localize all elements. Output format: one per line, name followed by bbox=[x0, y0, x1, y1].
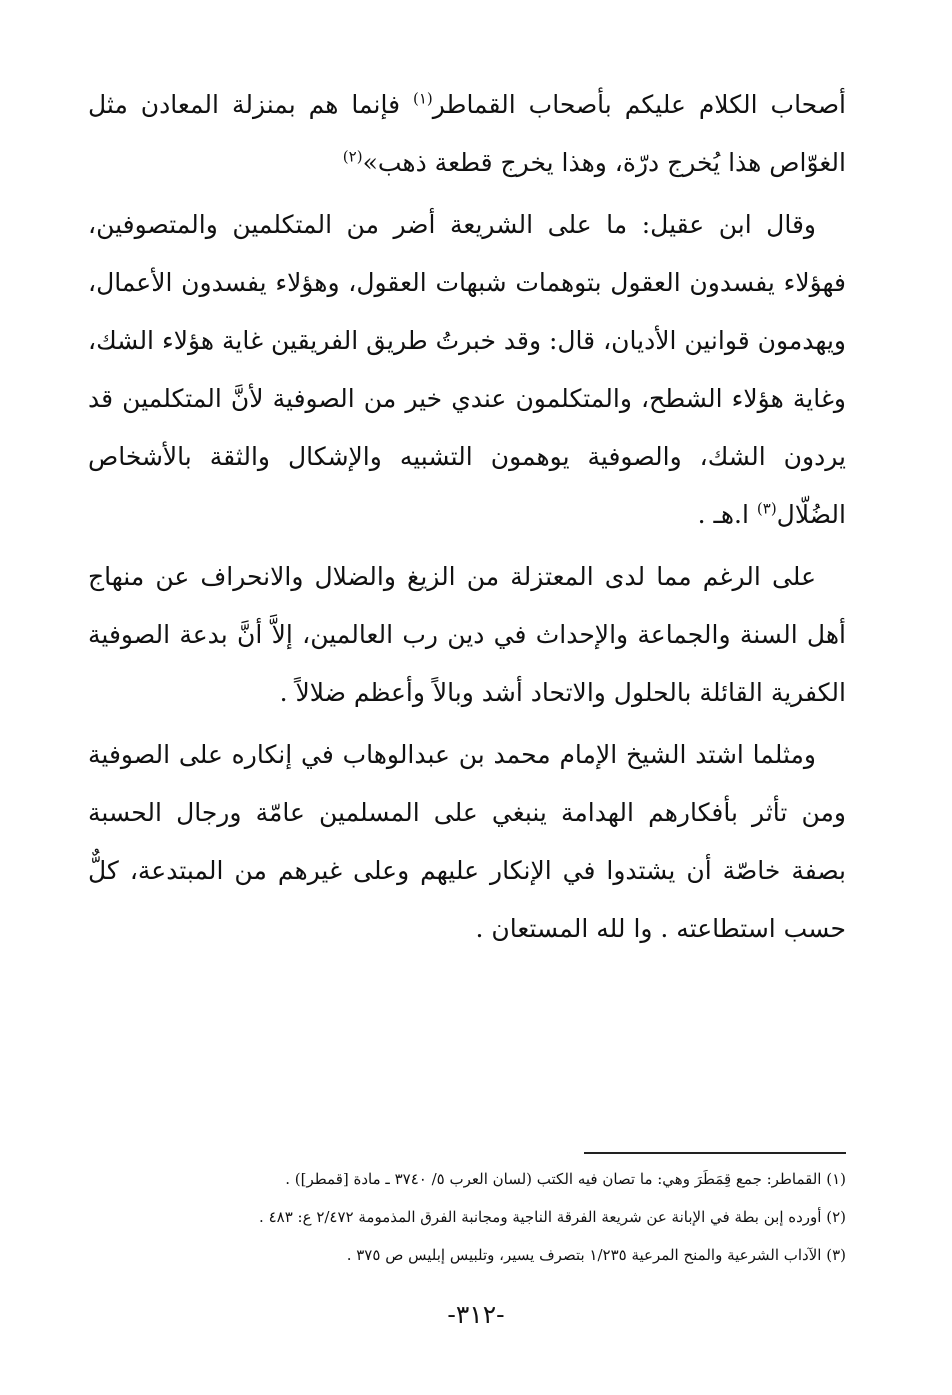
footnote: (١) القماطر: جمع قِمَطَرَ وهي: ما تصان فيه الكتب (لسان العرب ٥/ ٣٧٤٠ ـ مادة [قمطر]) . bbox=[285, 1170, 846, 1188]
paragraph-text: ا.هـ . bbox=[697, 500, 757, 529]
paragraph bbox=[88, 196, 846, 544]
footnote: (٢) أورده إبن بطة في الإبانة عن شريعة الفرقة الناجية ومجانبة الفرق المذمومة ٢/٤٧٢ ع: ٤٨٣ . bbox=[259, 1208, 846, 1226]
paragraph-text: ومثلما اشتد الشيخ الإمام محمد بن عبدالوهاب في إنكاره على الصوفية ومن تأثر بأفكارهم الهدامة ينبغي على المسلمين عامّة ورجال الحسبة بصفة خاصّة أن يشتدوا في الإنكار عليهم وعلى غيرهم من المبتدعة، كلٌّ حسب استطاعته . وا لله المستعان . bbox=[88, 740, 847, 943]
paragraph-text: على الرغم مما لدى المعتزلة من الزيغ والضلال والانحراف عن منهاج أهل السنة والجماعة والإحداث في دين رب العالمين، إلاَّ أنَّ بدعة الصوفية الكفرية القائلة بالحلول والاتحاد أشد وبالاً وأعظم ضلالاً . bbox=[88, 562, 846, 707]
paragraph bbox=[88, 548, 846, 722]
paragraph bbox=[88, 76, 846, 192]
footnote-marker: (٣) bbox=[756, 499, 777, 518]
footnote: (٣) الآداب الشرعية والمنح المرعية ١/٢٣٥ بتصرف يسير، وتلبيس إبليس ص ٣٧٥ . bbox=[346, 1246, 846, 1264]
paragraph-text: وقال ابن عقيل: ما على الشريعة أضر من المتكلمين والمتصوفين، فهؤلاء يفسدون العقول بتوهمات شبهات العقول، وهؤلاء يفسدون الأعمال، ويهدمون قوانين الأديان، قال: وقد خبرتُ طريق الفريقين غاية هؤلاء الشك، وغاية هؤلاء الشطح، والمتكلمون عندي خير من الصوفية لأنَّ المتكلمين قد يردون الشك، والصوفية يوهمون التشبيه والإشكال والثقة بالأشخاص الضُلّال bbox=[88, 210, 846, 529]
footnote-marker: (٢) bbox=[342, 147, 363, 166]
footnotes bbox=[88, 1160, 846, 1274]
footnote-marker: (١) bbox=[412, 89, 433, 108]
paragraph-text: فإنما هم بمنزلة المعادن مثل الغوّاص هذا يُخرج درّة، وهذا يخرج قطعة ذهب» bbox=[88, 90, 846, 177]
page-number: -٣١٢- bbox=[447, 1300, 505, 1329]
main-text bbox=[88, 76, 846, 962]
paragraph-text: أصحاب الكلام عليكم بأصحاب القماطر bbox=[432, 90, 846, 119]
paragraph bbox=[88, 726, 846, 958]
footnote-divider bbox=[584, 1152, 846, 1154]
